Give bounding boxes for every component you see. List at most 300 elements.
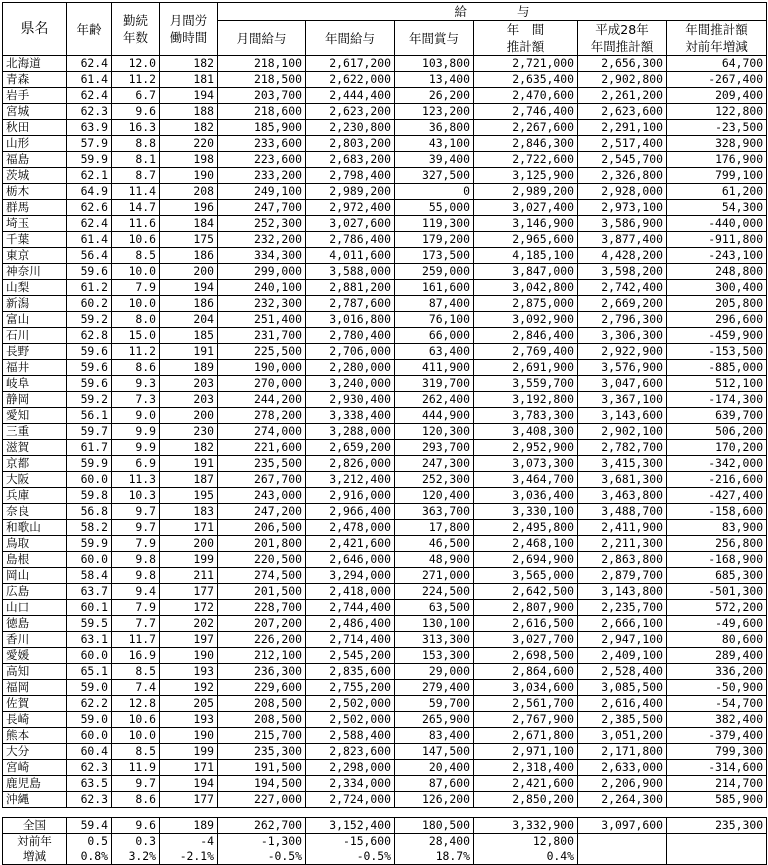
cell-diff: 122,800 <box>667 104 767 120</box>
cell-diff: 799,300 <box>667 744 767 760</box>
cell-pref: 高知 <box>3 664 67 680</box>
cell-pref: 東京 <box>3 248 67 264</box>
cell-annual: 2,826,000 <box>306 456 395 472</box>
cell-prev: 3,143,800 <box>578 584 667 600</box>
cell-annual: 2,486,400 <box>306 616 395 632</box>
cell-pref: 愛媛 <box>3 648 67 664</box>
cell-prev: 3,877,400 <box>578 232 667 248</box>
cell-prev: 3,306,300 <box>578 328 667 344</box>
cell-est: 3,036,400 <box>474 488 578 504</box>
cell-hours: 202 <box>160 616 218 632</box>
cell-prev: 2,782,700 <box>578 440 667 456</box>
cell-prev: 2,922,900 <box>578 344 667 360</box>
cell-age: 59.7 <box>67 424 112 440</box>
cell-tenure: 8.6 <box>112 360 160 376</box>
cell-pref: 京都 <box>3 456 67 472</box>
cell-annual: 2,989,200 <box>306 184 395 200</box>
change-bonus: 28,400 <box>395 834 474 850</box>
cell-diff: 639,700 <box>667 408 767 424</box>
cell-annual: 2,930,400 <box>306 392 395 408</box>
cell-hours: 171 <box>160 760 218 776</box>
cell-prev: 2,669,200 <box>578 296 667 312</box>
cell-hours: 200 <box>160 536 218 552</box>
cell-monthly: 220,500 <box>218 552 306 568</box>
cell-est: 3,042,800 <box>474 280 578 296</box>
cell-prev: 2,261,200 <box>578 88 667 104</box>
cell-monthly: 232,200 <box>218 232 306 248</box>
cell-est: 3,330,100 <box>474 504 578 520</box>
cell-bonus: 39,400 <box>395 152 474 168</box>
change-annual-pct: -0.5% <box>306 849 395 865</box>
cell-hours: 183 <box>160 504 218 520</box>
cell-annual: 2,835,600 <box>306 664 395 680</box>
cell-bonus: 43,100 <box>395 136 474 152</box>
cell-annual: 2,502,000 <box>306 712 395 728</box>
cell-tenure: 11.4 <box>112 184 160 200</box>
wage-table <box>2 2 767 865</box>
cell-tenure: 6.9 <box>112 456 160 472</box>
cell-bonus: 147,500 <box>395 744 474 760</box>
cell-bonus: 161,600 <box>395 280 474 296</box>
change-bonus-pct: 18.7% <box>395 849 474 865</box>
change-tenure: 0.3 <box>112 834 160 850</box>
cell-hours: 230 <box>160 424 218 440</box>
national-age: 59.4 <box>67 818 112 834</box>
cell-hours: 200 <box>160 408 218 424</box>
cell-annual: 3,016,800 <box>306 312 395 328</box>
cell-diff: 64,700 <box>667 56 767 72</box>
cell-monthly: 240,100 <box>218 280 306 296</box>
cell-tenure: 16.9 <box>112 648 160 664</box>
cell-annual: 2,786,400 <box>306 232 395 248</box>
cell-est: 2,616,500 <box>474 616 578 632</box>
change-monthly: -1,300 <box>218 834 306 850</box>
cell-diff: 382,400 <box>667 712 767 728</box>
cell-hours: 203 <box>160 392 218 408</box>
cell-monthly: 229,600 <box>218 680 306 696</box>
cell-monthly: 206,500 <box>218 520 306 536</box>
cell-prev: 4,428,200 <box>578 248 667 264</box>
cell-hours: 181 <box>160 72 218 88</box>
cell-monthly: 185,900 <box>218 120 306 136</box>
cell-bonus: 252,300 <box>395 472 474 488</box>
cell-annual: 4,011,600 <box>306 248 395 264</box>
cell-bonus: 173,500 <box>395 248 474 264</box>
cell-est: 2,864,600 <box>474 664 578 680</box>
cell-tenure: 9.7 <box>112 520 160 536</box>
table-row <box>3 120 767 136</box>
cell-est: 3,847,000 <box>474 264 578 280</box>
table-row <box>3 792 767 808</box>
cell-monthly: 207,200 <box>218 616 306 632</box>
cell-pref: 兵庫 <box>3 488 67 504</box>
cell-bonus: 66,000 <box>395 328 474 344</box>
cell-bonus: 59,700 <box>395 696 474 712</box>
cell-age: 56.1 <box>67 408 112 424</box>
cell-bonus: 76,100 <box>395 312 474 328</box>
cell-pref: 三重 <box>3 424 67 440</box>
cell-est: 2,470,600 <box>474 88 578 104</box>
cell-annual: 2,588,400 <box>306 728 395 744</box>
change-tenure-pct: 3.2% <box>112 849 160 865</box>
national-label: 全国 <box>3 818 67 834</box>
cell-hours: 192 <box>160 680 218 696</box>
change-age: 0.5 <box>67 834 112 850</box>
table-row <box>3 440 767 456</box>
cell-prev: 2,666,100 <box>578 616 667 632</box>
cell-monthly: 236,300 <box>218 664 306 680</box>
cell-tenure: 10.3 <box>112 488 160 504</box>
table-row <box>3 344 767 360</box>
cell-pref: 福島 <box>3 152 67 168</box>
cell-age: 56.4 <box>67 248 112 264</box>
cell-annual: 2,683,200 <box>306 152 395 168</box>
cell-bonus: 87,600 <box>395 776 474 792</box>
cell-prev: 3,681,300 <box>578 472 667 488</box>
cell-pref: 大阪 <box>3 472 67 488</box>
table-row <box>3 424 767 440</box>
cell-tenure: 11.6 <box>112 216 160 232</box>
table-row <box>3 408 767 424</box>
cell-diff: 685,300 <box>667 568 767 584</box>
cell-hours: 199 <box>160 744 218 760</box>
table-row <box>3 296 767 312</box>
table-row <box>3 600 767 616</box>
cell-monthly: 225,500 <box>218 344 306 360</box>
cell-age: 62.4 <box>67 56 112 72</box>
cell-prev: 3,143,600 <box>578 408 667 424</box>
cell-bonus: 29,000 <box>395 664 474 680</box>
table-row <box>3 136 767 152</box>
cell-bonus: 262,400 <box>395 392 474 408</box>
table-row <box>3 328 767 344</box>
cell-monthly: 223,600 <box>218 152 306 168</box>
cell-pref: 岡山 <box>3 568 67 584</box>
cell-annual: 2,916,000 <box>306 488 395 504</box>
cell-tenure: 8.7 <box>112 168 160 184</box>
cell-bonus: 120,400 <box>395 488 474 504</box>
cell-bonus: 48,900 <box>395 552 474 568</box>
cell-annual: 2,280,000 <box>306 360 395 376</box>
cell-pref: 岩手 <box>3 88 67 104</box>
header-monthly: 月間給与 <box>218 21 306 56</box>
cell-prev: 2,879,700 <box>578 568 667 584</box>
cell-pref: 沖縄 <box>3 792 67 808</box>
cell-age: 60.2 <box>67 296 112 312</box>
table-row <box>3 392 767 408</box>
cell-hours: 211 <box>160 568 218 584</box>
header-age: 年齢 <box>67 3 112 56</box>
cell-bonus: 120,300 <box>395 424 474 440</box>
cell-est: 3,783,300 <box>474 408 578 424</box>
cell-annual: 2,881,200 <box>306 280 395 296</box>
cell-pref: 香川 <box>3 632 67 648</box>
cell-tenure: 7.7 <box>112 616 160 632</box>
cell-diff: 256,800 <box>667 536 767 552</box>
cell-tenure: 12.0 <box>112 56 160 72</box>
cell-pref: 青森 <box>3 72 67 88</box>
cell-tenure: 9.8 <box>112 552 160 568</box>
cell-monthly: 218,500 <box>218 72 306 88</box>
cell-bonus: 119,300 <box>395 216 474 232</box>
cell-tenure: 9.6 <box>112 104 160 120</box>
cell-bonus: 26,200 <box>395 88 474 104</box>
cell-monthly: 233,200 <box>218 168 306 184</box>
table-row <box>3 712 767 728</box>
cell-hours: 184 <box>160 216 218 232</box>
cell-age: 63.1 <box>67 632 112 648</box>
cell-hours: 177 <box>160 792 218 808</box>
cell-annual: 2,966,400 <box>306 504 395 520</box>
cell-pref: 石川 <box>3 328 67 344</box>
cell-annual: 2,478,000 <box>306 520 395 536</box>
cell-est: 2,850,200 <box>474 792 578 808</box>
cell-age: 62.4 <box>67 88 112 104</box>
cell-age: 63.5 <box>67 776 112 792</box>
cell-age: 61.7 <box>67 440 112 456</box>
cell-hours: 191 <box>160 344 218 360</box>
change-age-pct: 0.8% <box>67 849 112 865</box>
cell-prev: 3,367,100 <box>578 392 667 408</box>
cell-tenure: 8.6 <box>112 792 160 808</box>
cell-bonus: 36,800 <box>395 120 474 136</box>
cell-tenure: 9.0 <box>112 408 160 424</box>
cell-annual: 3,027,600 <box>306 216 395 232</box>
cell-bonus: 13,400 <box>395 72 474 88</box>
cell-est: 3,092,900 <box>474 312 578 328</box>
cell-prev: 2,171,800 <box>578 744 667 760</box>
cell-annual: 2,298,000 <box>306 760 395 776</box>
cell-prev: 2,902,100 <box>578 424 667 440</box>
cell-age: 63.7 <box>67 584 112 600</box>
cell-diff: 214,700 <box>667 776 767 792</box>
cell-prev: 2,742,400 <box>578 280 667 296</box>
cell-est: 2,318,400 <box>474 760 578 776</box>
cell-est: 2,875,000 <box>474 296 578 312</box>
cell-annual: 2,798,400 <box>306 168 395 184</box>
cell-annual: 2,617,200 <box>306 56 395 72</box>
cell-pref: 宮城 <box>3 104 67 120</box>
cell-tenure: 10.6 <box>112 712 160 728</box>
cell-est: 3,559,700 <box>474 376 578 392</box>
cell-tenure: 16.3 <box>112 120 160 136</box>
cell-diff: 506,200 <box>667 424 767 440</box>
cell-prev: 3,415,300 <box>578 456 667 472</box>
cell-hours: 191 <box>160 456 218 472</box>
cell-monthly: 218,100 <box>218 56 306 72</box>
cell-hours: 193 <box>160 712 218 728</box>
cell-pref: 千葉 <box>3 232 67 248</box>
cell-bonus: 55,000 <box>395 200 474 216</box>
cell-tenure: 9.7 <box>112 504 160 520</box>
cell-est: 2,746,400 <box>474 104 578 120</box>
cell-monthly: 191,500 <box>218 760 306 776</box>
cell-diff: 83,900 <box>667 520 767 536</box>
cell-annual: 2,545,200 <box>306 648 395 664</box>
cell-monthly: 232,300 <box>218 296 306 312</box>
cell-bonus: 444,900 <box>395 408 474 424</box>
cell-prev: 2,385,500 <box>578 712 667 728</box>
cell-bonus: 103,800 <box>395 56 474 72</box>
cell-age: 59.0 <box>67 712 112 728</box>
cell-prev: 3,598,200 <box>578 264 667 280</box>
cell-prev: 3,488,700 <box>578 504 667 520</box>
cell-prev: 2,656,300 <box>578 56 667 72</box>
national-bonus: 180,500 <box>395 818 474 834</box>
cell-diff: -54,700 <box>667 696 767 712</box>
table-row <box>3 152 767 168</box>
cell-tenure: 11.2 <box>112 344 160 360</box>
cell-est: 2,952,900 <box>474 440 578 456</box>
cell-hours: 208 <box>160 184 218 200</box>
cell-annual: 2,502,000 <box>306 696 395 712</box>
cell-bonus: 126,200 <box>395 792 474 808</box>
cell-monthly: 247,200 <box>218 504 306 520</box>
cell-age: 62.3 <box>67 760 112 776</box>
cell-monthly: 228,700 <box>218 600 306 616</box>
cell-annual: 2,972,400 <box>306 200 395 216</box>
change-prev-empty <box>578 834 667 865</box>
cell-age: 60.0 <box>67 648 112 664</box>
table-row <box>3 616 767 632</box>
cell-diff: 585,900 <box>667 792 767 808</box>
cell-pref: 愛知 <box>3 408 67 424</box>
cell-hours: 204 <box>160 312 218 328</box>
header-bonus: 年間賞与 <box>395 21 474 56</box>
cell-prev: 2,211,300 <box>578 536 667 552</box>
cell-annual: 3,240,000 <box>306 376 395 392</box>
cell-hours: 182 <box>160 440 218 456</box>
cell-est: 2,846,300 <box>474 136 578 152</box>
cell-hours: 171 <box>160 520 218 536</box>
cell-annual: 2,421,600 <box>306 536 395 552</box>
cell-age: 62.6 <box>67 200 112 216</box>
cell-tenure: 8.1 <box>112 152 160 168</box>
cell-hours: 194 <box>160 280 218 296</box>
national-monthly: 262,700 <box>218 818 306 834</box>
table-row <box>3 632 767 648</box>
cell-prev: 2,235,700 <box>578 600 667 616</box>
cell-prev: 2,528,400 <box>578 664 667 680</box>
cell-monthly: 334,300 <box>218 248 306 264</box>
cell-tenure: 9.7 <box>112 776 160 792</box>
cell-est: 3,073,300 <box>474 456 578 472</box>
cell-age: 59.2 <box>67 312 112 328</box>
cell-tenure: 7.4 <box>112 680 160 696</box>
cell-tenure: 10.0 <box>112 728 160 744</box>
cell-diff: -885,000 <box>667 360 767 376</box>
cell-est: 3,192,800 <box>474 392 578 408</box>
cell-age: 62.8 <box>67 328 112 344</box>
cell-monthly: 249,100 <box>218 184 306 200</box>
cell-age: 62.4 <box>67 216 112 232</box>
cell-bonus: 259,000 <box>395 264 474 280</box>
cell-age: 62.3 <box>67 104 112 120</box>
cell-est: 2,846,400 <box>474 328 578 344</box>
cell-prev: 2,545,700 <box>578 152 667 168</box>
table-row <box>3 248 767 264</box>
cell-hours: 172 <box>160 600 218 616</box>
cell-diff: 80,600 <box>667 632 767 648</box>
table-row <box>3 184 767 200</box>
cell-est: 3,125,900 <box>474 168 578 184</box>
cell-monthly: 226,200 <box>218 632 306 648</box>
cell-annual: 3,288,000 <box>306 424 395 440</box>
cell-annual: 2,724,000 <box>306 792 395 808</box>
cell-diff: 572,200 <box>667 600 767 616</box>
cell-monthly: 201,500 <box>218 584 306 600</box>
cell-pref: 山口 <box>3 600 67 616</box>
cell-monthly: 270,000 <box>218 376 306 392</box>
cell-annual: 2,787,600 <box>306 296 395 312</box>
cell-prev: 2,863,800 <box>578 552 667 568</box>
cell-est: 2,495,800 <box>474 520 578 536</box>
cell-bonus: 247,300 <box>395 456 474 472</box>
cell-tenure: 7.9 <box>112 536 160 552</box>
header-tenure: 勤続 年数 <box>112 3 160 56</box>
cell-pref: 鹿児島 <box>3 776 67 792</box>
cell-tenure: 7.9 <box>112 280 160 296</box>
cell-annual: 2,230,800 <box>306 120 395 136</box>
cell-diff: -216,600 <box>667 472 767 488</box>
cell-diff: -427,400 <box>667 488 767 504</box>
table-row <box>3 104 767 120</box>
cell-hours: 190 <box>160 648 218 664</box>
cell-hours: 198 <box>160 152 218 168</box>
table-row <box>3 72 767 88</box>
cell-tenure: 8.5 <box>112 744 160 760</box>
national-hours: 189 <box>160 818 218 834</box>
cell-tenure: 9.4 <box>112 584 160 600</box>
cell-diff: -267,400 <box>667 72 767 88</box>
cell-bonus: 319,700 <box>395 376 474 392</box>
cell-bonus: 265,900 <box>395 712 474 728</box>
cell-annual: 2,706,000 <box>306 344 395 360</box>
cell-diff: -50,900 <box>667 680 767 696</box>
national-annual: 3,152,400 <box>306 818 395 834</box>
cell-pref: 滋賀 <box>3 440 67 456</box>
cell-diff: -23,500 <box>667 120 767 136</box>
cell-hours: 190 <box>160 728 218 744</box>
cell-annual: 3,294,000 <box>306 568 395 584</box>
cell-hours: 197 <box>160 632 218 648</box>
cell-pref: 群馬 <box>3 200 67 216</box>
cell-diff: -342,000 <box>667 456 767 472</box>
cell-bonus: 87,400 <box>395 296 474 312</box>
table-row <box>3 88 767 104</box>
cell-annual: 2,744,400 <box>306 600 395 616</box>
cell-tenure: 10.6 <box>112 232 160 248</box>
table-row <box>3 56 767 72</box>
cell-diff: 296,600 <box>667 312 767 328</box>
cell-prev: 3,047,600 <box>578 376 667 392</box>
cell-pref: 秋田 <box>3 120 67 136</box>
cell-est: 2,807,900 <box>474 600 578 616</box>
cell-est: 3,408,300 <box>474 424 578 440</box>
cell-tenure: 12.8 <box>112 696 160 712</box>
cell-est: 3,464,700 <box>474 472 578 488</box>
cell-tenure: 9.3 <box>112 376 160 392</box>
cell-prev: 2,206,900 <box>578 776 667 792</box>
cell-hours: 175 <box>160 232 218 248</box>
cell-pref: 福井 <box>3 360 67 376</box>
cell-tenure: 10.0 <box>112 296 160 312</box>
cell-bonus: 83,400 <box>395 728 474 744</box>
cell-age: 61.4 <box>67 232 112 248</box>
cell-prev: 2,326,800 <box>578 168 667 184</box>
cell-age: 56.8 <box>67 504 112 520</box>
cell-diff: -243,100 <box>667 248 767 264</box>
